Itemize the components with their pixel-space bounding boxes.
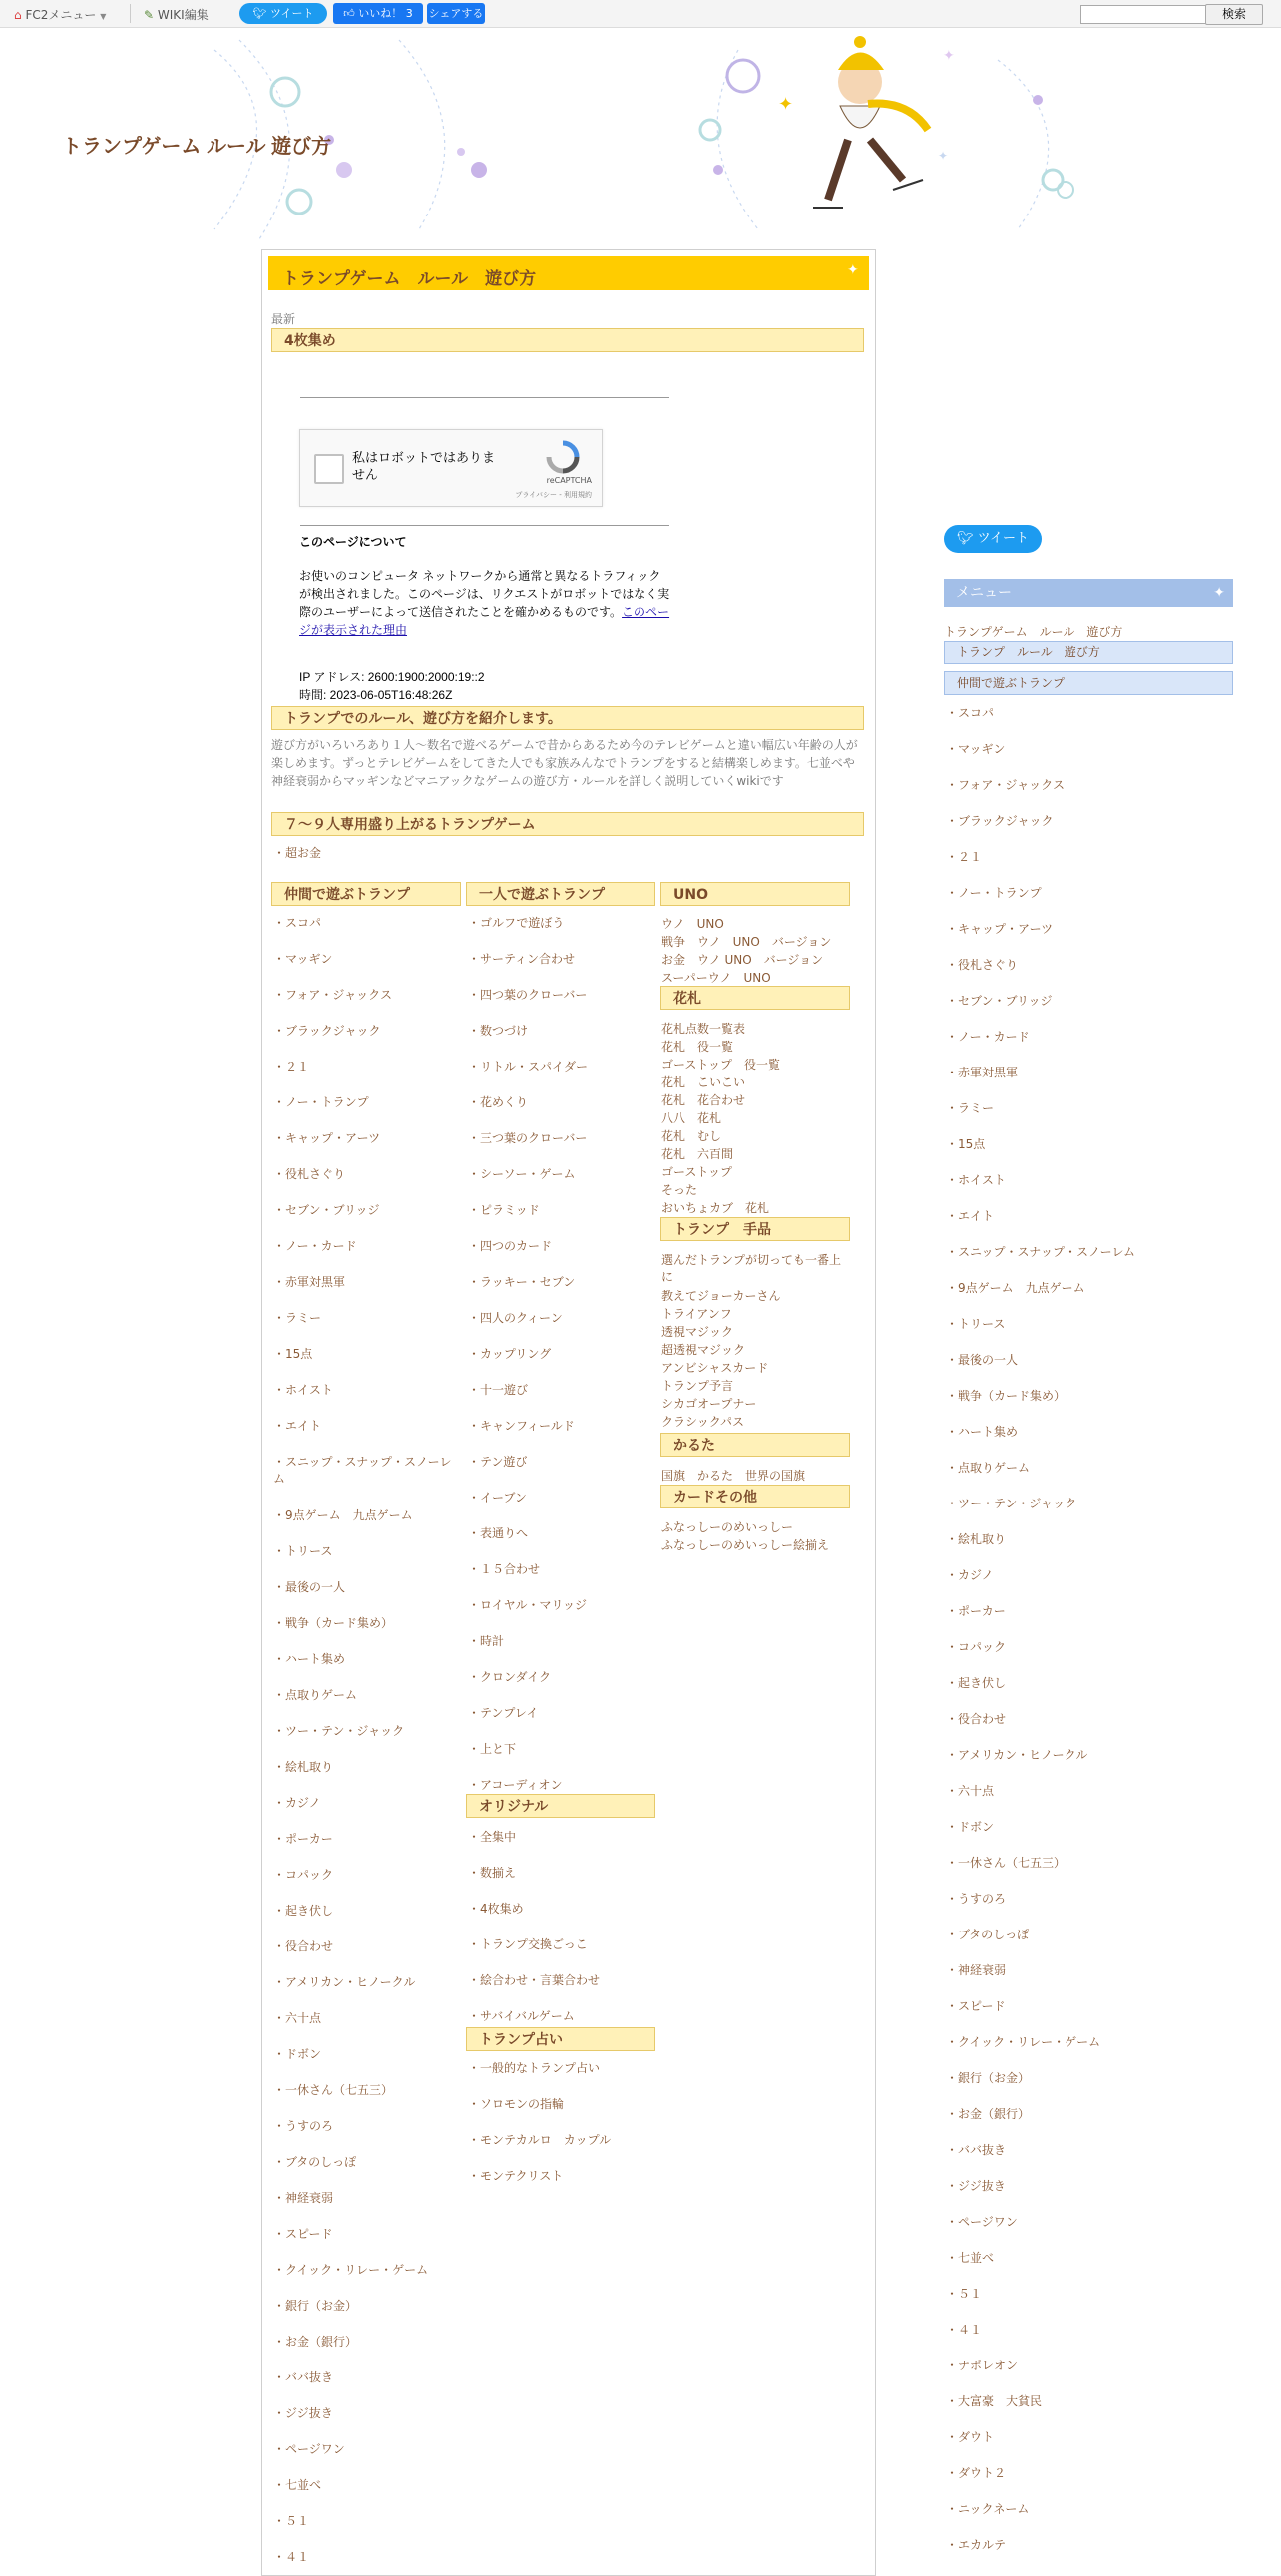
- list-item[interactable]: ・ポーカー: [273, 1832, 333, 1846]
- sidebar-item[interactable]: ・ブラックジャック: [946, 814, 1054, 828]
- list-item[interactable]: ・サバイバルゲーム: [468, 2009, 575, 2023]
- list-item[interactable]: ・一休さん（七五三）: [273, 2083, 394, 2097]
- list-item[interactable]: ・キャンフィールド: [468, 1419, 575, 1433]
- sidebar-section-rules[interactable]: トランプ ルール 遊び方: [944, 641, 1233, 664]
- sidebar-menu-title: メニュー: [956, 585, 1012, 601]
- sidebar-item[interactable]: ・４１: [946, 2323, 983, 2337]
- list-item[interactable]: ・ホイスト: [273, 1383, 333, 1397]
- list-item[interactable]: ・お金（銀行）: [273, 2335, 358, 2349]
- search-input[interactable]: [1080, 5, 1206, 24]
- list-item[interactable]: ・コパック: [273, 1868, 334, 1882]
- list-item[interactable]: ・セブン・ブリッジ: [273, 1203, 380, 1217]
- sparkle-icon: ✦: [1213, 585, 1225, 601]
- list-item[interactable]: ・テンプレイ: [468, 1706, 539, 1720]
- sidebar-tweet-button[interactable]: [944, 525, 1042, 553]
- recaptcha-logo-icon: [546, 440, 580, 474]
- list-item[interactable]: ・マッギン: [273, 952, 333, 966]
- sidebar-item[interactable]: ・ドボン: [946, 1820, 995, 1834]
- list-item[interactable]: ・クロンダイク: [468, 1670, 552, 1684]
- column-heading-friends: 仲間で遊ぶトランプ: [271, 882, 461, 906]
- latest-label: 最新: [271, 312, 296, 326]
- list-item[interactable]: ウノ UNO: [661, 917, 724, 931]
- sidebar-item[interactable]: ・ブタのしっぽ: [946, 1928, 1030, 1941]
- sidebar-item[interactable]: ・銀行（お金）: [946, 2071, 1031, 2085]
- sidebar-tweet-label: ツイート: [977, 531, 1029, 546]
- list-item[interactable]: ・役合わせ: [273, 1939, 334, 1953]
- list-item[interactable]: ・15点: [273, 1347, 313, 1361]
- list-item[interactable]: ・神経衰弱: [273, 2191, 334, 2205]
- sidebar-site-link[interactable]: トランプゲーム ルール 遊び方: [944, 625, 1123, 639]
- chevron-down-icon: ▼: [100, 12, 107, 21]
- list-item[interactable]: ・上と下: [468, 1742, 517, 1756]
- page-title: トランプゲーム ルール 遊び方: [282, 269, 537, 289]
- edit-icon: ✎: [144, 8, 155, 22]
- list-item[interactable]: ・表通りへ: [468, 1526, 529, 1540]
- list-item[interactable]: ・ラミー: [273, 1311, 322, 1325]
- ip-address: IP アドレス: 2600:1900:2000:19::2: [299, 670, 485, 684]
- list-item[interactable]: ・ブタのしっぽ: [273, 2155, 357, 2169]
- sidebar-item[interactable]: ・六十点: [946, 1784, 995, 1798]
- intro-text: 遊び方がいろいろあり１人～数名で遊べるゲームで昔からあるため今のテレビゲームと違い幅広い年齢の人が楽しめます。ずっとテレビゲームをしてきた人でも家族みんなでトランプをすると結構楽しめます。七並べや神経衰弱からマッギンなどマニアックなゲームの遊び方・ルールを詳しく説明していくwikiです: [271, 738, 858, 788]
- list-item[interactable]: ・ツー・テン・ジャック: [273, 1724, 405, 1738]
- sidebar-item[interactable]: ・２１: [946, 850, 983, 864]
- list-item[interactable]: ・スニップ・スナップ・スノーレム: [273, 1455, 452, 1486]
- list-item[interactable]: トライアンフ: [661, 1307, 732, 1321]
- list-item[interactable]: アンビシャスカード: [661, 1361, 769, 1375]
- sidebar-item[interactable]: ・点取りゲーム: [946, 1461, 1031, 1475]
- recaptcha-widget: [299, 429, 603, 507]
- list-item[interactable]: ・最後の一人: [273, 1580, 346, 1594]
- list-item[interactable]: 八八 花札: [661, 1111, 722, 1125]
- divider: [300, 525, 669, 526]
- list-item[interactable]: ・キャップ・アーツ: [273, 1131, 381, 1145]
- tweet-label: ツイート: [270, 7, 314, 20]
- sidebar-item[interactable]: ・起き伏し: [946, 1676, 1007, 1690]
- list-item[interactable]: ・9点ゲーム 九点ゲーム: [273, 1508, 413, 1522]
- column-heading-original: オリジナル: [466, 1794, 655, 1818]
- sidebar-item[interactable]: ・コパック: [946, 1640, 1007, 1654]
- big-group-heading: ７～９人専用盛り上がるトランプゲーム: [271, 812, 864, 836]
- list-item[interactable]: ・ノー・カード: [273, 1239, 357, 1253]
- latest-title: 4枚集め: [271, 328, 864, 352]
- list-item[interactable]: ・ロイヤル・マリッジ: [468, 1598, 588, 1612]
- sidebar-item[interactable]: ・最後の一人: [946, 1353, 1019, 1367]
- list-item[interactable]: 教えてジョーカーさん: [661, 1289, 781, 1303]
- list-item[interactable]: ・カジノ: [273, 1796, 321, 1810]
- list-item[interactable]: ・ゴルフで遊ぼう: [468, 916, 565, 930]
- list-item[interactable]: ・イーブン: [468, 1491, 527, 1504]
- sidebar-item[interactable]: ・ページワン: [946, 2215, 1018, 2229]
- sidebar-item[interactable]: ・ラミー: [946, 1101, 995, 1115]
- list-item[interactable]: ・ババ抜き: [273, 2370, 334, 2384]
- sidebar-item[interactable]: ・神経衰弱: [946, 1963, 1007, 1977]
- list-item[interactable]: トランプ予言: [661, 1379, 734, 1393]
- sidebar-item[interactable]: ・ホイスト: [946, 1173, 1006, 1187]
- list-item[interactable]: ・四つのカード: [468, 1239, 553, 1253]
- thumbs-up-icon: 👍︎: [343, 7, 355, 20]
- sidebar-item[interactable]: ・トリース: [946, 1317, 1006, 1331]
- list-item[interactable]: ・全集中: [468, 1830, 517, 1844]
- list-item[interactable]: ・時計: [468, 1634, 505, 1648]
- list-item[interactable]: ゴーストップ: [661, 1165, 733, 1179]
- list-item[interactable]: ・４１: [273, 2550, 310, 2564]
- sidebar-item[interactable]: ・ナポレオン: [946, 2359, 1019, 2372]
- sidebar-item[interactable]: ・一休さん（七五三）: [946, 1856, 1067, 1870]
- star-icon: ✦: [778, 94, 794, 115]
- list-item[interactable]: ・１５合わせ: [468, 1562, 541, 1576]
- sidebar-item[interactable]: ・カジノ: [946, 1568, 994, 1582]
- sidebar-item[interactable]: ・スニップ・スナップ・スノーレム: [946, 1245, 1135, 1259]
- list-item[interactable]: スーパーウノ UNO: [661, 971, 771, 985]
- list-item[interactable]: ・ラッキー・セブン: [468, 1275, 576, 1289]
- sidebar-item[interactable]: ・エイト: [946, 1209, 995, 1223]
- list-item[interactable]: おいちょカブ 花札: [661, 1201, 770, 1215]
- divider: [130, 4, 131, 23]
- column-heading-cards_other: カードその他: [660, 1485, 850, 1508]
- intro-heading: トランプでのルール、遊び方を紹介します。: [271, 706, 864, 730]
- list-item[interactable]: ・トランプ交換ごっこ: [468, 1937, 588, 1951]
- list-item[interactable]: ・ページワン: [273, 2442, 345, 2456]
- list-item[interactable]: ふなっしーのめいっしー: [661, 1520, 794, 1534]
- sidebar-item[interactable]: ・マッギン: [946, 742, 1006, 756]
- about-title: このページについて: [299, 535, 407, 549]
- list-item[interactable]: ・三つ葉のクローバー: [468, 1131, 588, 1145]
- sidebar-item[interactable]: ・七並べ: [946, 2251, 995, 2265]
- list-item[interactable]: ・２１: [273, 1060, 310, 1073]
- list-item[interactable]: そった: [661, 1183, 698, 1197]
- search-button[interactable]: 検索: [1205, 4, 1263, 25]
- sidebar-item[interactable]: ・お金（銀行）: [946, 2107, 1031, 2121]
- list-item[interactable]: ・アコーディオン: [468, 1778, 563, 1792]
- sidebar-item[interactable]: ・15点: [946, 1137, 986, 1151]
- sidebar-item[interactable]: ・ノー・トランプ: [946, 886, 1042, 900]
- list-item[interactable]: 戦争 ウノ UNO バージョン: [661, 935, 832, 949]
- list-item[interactable]: ・リトル・スパイダー: [468, 1060, 589, 1073]
- sidebar-item[interactable]: ・役札さぐり: [946, 958, 1019, 972]
- sidebar-item[interactable]: ・セブン・ブリッジ: [946, 994, 1053, 1008]
- list-item[interactable]: ・モンテカルロ カップル: [468, 2133, 612, 2147]
- sidebar-item[interactable]: ・役合わせ: [946, 1712, 1007, 1726]
- recaptcha-brand: reCAPTCHA: [546, 476, 592, 485]
- list-item[interactable]: クラシックパス: [661, 1415, 745, 1429]
- list-item[interactable]: 選んだトランプが切っても一番上に: [661, 1253, 842, 1284]
- list-item[interactable]: 透視マジック: [661, 1325, 734, 1339]
- list-item[interactable]: ・六十点: [273, 2011, 322, 2025]
- list-item[interactable]: ・絵札取り: [273, 1760, 334, 1774]
- svg-text:✦: ✦: [938, 149, 949, 163]
- list-item[interactable]: ・七並べ: [273, 2478, 322, 2492]
- list-item[interactable]: ・四人のクィーン: [468, 1311, 563, 1325]
- list-item[interactable]: 花札 役一覧: [661, 1040, 734, 1054]
- list-item[interactable]: ・エイト: [273, 1419, 322, 1433]
- sidebar-item[interactable]: ・ニックネーム: [946, 2502, 1030, 2516]
- list-item[interactable]: 国旗 かるた 世界の国旗: [661, 1469, 806, 1483]
- list-item[interactable]: ・５１: [273, 2514, 310, 2528]
- sidebar-item[interactable]: ・9点ゲーム 九点ゲーム: [946, 1281, 1085, 1295]
- sidebar-item[interactable]: ・うすのろ: [946, 1892, 1007, 1906]
- list-item[interactable]: ・数揃え: [468, 1866, 517, 1880]
- sidebar-item[interactable]: ・クイック・リレー・ゲーム: [946, 2035, 1101, 2049]
- sidebar-item[interactable]: ・キャップ・アーツ: [946, 922, 1054, 936]
- list-item[interactable]: ・一般的なトランプ占い: [468, 2061, 601, 2075]
- sidebar-item[interactable]: ・大富豪 大貧民: [946, 2394, 1043, 2408]
- like-label: いいね！ 3: [358, 7, 413, 20]
- about-text: [299, 567, 670, 639]
- list-item[interactable]: ・起き伏し: [273, 1904, 334, 1918]
- list-item[interactable]: 花札 花合わせ: [661, 1093, 746, 1107]
- list-item[interactable]: ・クイック・リレー・ゲーム: [273, 2263, 429, 2277]
- list-item[interactable]: ・赤軍対黒軍: [273, 1275, 346, 1289]
- list-item[interactable]: ・トリース: [273, 1544, 333, 1558]
- sidebar-item[interactable]: ・５１: [946, 2287, 983, 2301]
- list-item[interactable]: ・シーソー・ゲーム: [468, 1167, 576, 1181]
- list-item[interactable]: ・アメリカン・ヒノークル: [273, 1975, 416, 1989]
- sidebar-item[interactable]: ・フォア・ジャックス: [946, 778, 1066, 792]
- column-heading-uno: UNO: [660, 882, 850, 906]
- list-item[interactable]: ・ブラックジャック: [273, 1024, 381, 1038]
- list-item[interactable]: ・フォア・ジャックス: [273, 988, 393, 1002]
- list-item[interactable]: ・銀行（お金）: [273, 2299, 358, 2313]
- sparkle-icon: ✦: [847, 262, 859, 278]
- list-item[interactable]: ふなっしーのめいっしー絵揃え: [661, 1538, 830, 1552]
- list-item[interactable]: ・スコパ: [273, 916, 322, 930]
- fc2-menu-label: FC2メニュー: [25, 8, 97, 22]
- sidebar-item[interactable]: ・ポーカー: [946, 1604, 1006, 1618]
- list-item[interactable]: ・ドボン: [273, 2047, 322, 2061]
- sidebar-item[interactable]: ・スコパ: [946, 706, 995, 720]
- recaptcha-terms[interactable]: プライバシー - 利用規約: [515, 491, 592, 499]
- list-item[interactable]: お金 ウノ UNO バージョン: [661, 953, 824, 967]
- main-header: [268, 256, 869, 290]
- twitter-bird-icon: 🐦︎: [252, 7, 267, 20]
- list-item[interactable]: ・役札さぐり: [273, 1167, 346, 1181]
- list-item[interactable]: ・ソロモンの指輪: [468, 2097, 565, 2111]
- sidebar-item[interactable]: ・ツー・テン・ジャック: [946, 1497, 1077, 1510]
- about-text-body: お使いのコンピュータ ネットワークから通常と異なるトラフィックが検出されました。このページは、リクエストがロボットではなく実際のユーザーによって送信されたことを確かめるものです。: [299, 569, 670, 619]
- list-item[interactable]: ・戦争（カード集め）: [273, 1616, 394, 1630]
- sidebar-item[interactable]: ・スピード: [946, 1999, 1006, 2013]
- list-item[interactable]: 花札点数一覧表: [661, 1022, 746, 1036]
- sidebar-item[interactable]: ・ダウト: [946, 2430, 995, 2444]
- share-button[interactable]: [427, 3, 485, 24]
- sidebar-item[interactable]: ・エカルテ: [946, 2538, 1007, 2552]
- list-item[interactable]: ・ノー・トランプ: [273, 1095, 369, 1109]
- sidebar-item[interactable]: ・ノー・カード: [946, 1030, 1030, 1044]
- list-item[interactable]: 花札 こいこい: [661, 1075, 746, 1089]
- twitter-bird-icon: 🐦︎: [956, 531, 974, 546]
- list-item[interactable]: 超透視マジック: [661, 1343, 746, 1357]
- svg-text:✦: ✦: [943, 48, 955, 64]
- list-item[interactable]: ・花めくり: [468, 1095, 529, 1109]
- sidebar-menu-header: [944, 579, 1233, 607]
- list-item[interactable]: ・4枚集め: [468, 1902, 524, 1916]
- like-button[interactable]: [333, 3, 423, 24]
- list-item[interactable]: ゴーストップ 役一覧: [661, 1058, 781, 1072]
- sidebar-section-friends[interactable]: 仲間で遊ぶトランプ: [944, 671, 1233, 695]
- big-group-item[interactable]: ・超お金: [273, 846, 322, 860]
- column-heading-solo: 一人で遊ぶトランプ: [466, 882, 655, 906]
- tweet-button[interactable]: [239, 3, 327, 24]
- site-title[interactable]: トランプゲーム ルール 遊び方: [62, 136, 332, 158]
- skater-girl-icon: [813, 36, 928, 208]
- wiki-edit-link[interactable]: [144, 6, 209, 23]
- sidebar-item[interactable]: ・ダウト２: [946, 2466, 1007, 2480]
- list-item[interactable]: ・モンテクリスト: [468, 2169, 564, 2183]
- list-item[interactable]: 花札 六百間: [661, 1147, 734, 1161]
- fc2-menu[interactable]: [14, 6, 106, 23]
- sidebar-item[interactable]: ・ハート集め: [946, 1425, 1019, 1439]
- sidebar-item[interactable]: ・赤軍対黒軍: [946, 1066, 1019, 1079]
- column-heading-hanafuda: 花札: [660, 986, 850, 1010]
- wiki-edit-label: WIKI編集: [157, 8, 209, 22]
- share-label: シェアする: [428, 7, 484, 20]
- column-heading-magic: トランプ 手品: [660, 1217, 850, 1241]
- list-item[interactable]: ・うすのろ: [273, 2119, 334, 2133]
- divider: [300, 397, 669, 398]
- recaptcha-label: 私はロボットではありません: [352, 451, 496, 483]
- list-item[interactable]: ・点取りゲーム: [273, 1688, 358, 1702]
- sidebar-item[interactable]: ・絵札取り: [946, 1532, 1007, 1546]
- list-item[interactable]: ・絵合わせ・言葉合わせ: [468, 1973, 601, 1987]
- column-heading-fortune: トランプ占い: [466, 2027, 655, 2051]
- list-item[interactable]: ・ハート集め: [273, 1652, 346, 1666]
- sidebar-item[interactable]: ・ババ抜き: [946, 2143, 1007, 2157]
- sidebar-item[interactable]: ・戦争（カード集め）: [946, 1389, 1067, 1403]
- home-icon: ⌂: [14, 8, 22, 22]
- list-item[interactable]: 花札 むし: [661, 1129, 722, 1143]
- timestamp: 時間: 2023-06-05T16:48:26Z: [299, 688, 453, 702]
- list-item[interactable]: ・ジジ抜き: [273, 2406, 333, 2420]
- list-item[interactable]: ・テン遊び: [468, 1455, 528, 1469]
- list-item[interactable]: ・数つづけ: [468, 1024, 529, 1038]
- list-item[interactable]: ・サーティン合わせ: [468, 952, 576, 966]
- sidebar-item[interactable]: ・ジジ抜き: [946, 2179, 1006, 2193]
- list-item[interactable]: ・カップリング: [468, 1347, 552, 1361]
- list-item[interactable]: ・ピラミッド: [468, 1203, 540, 1217]
- list-item[interactable]: ・スピード: [273, 2227, 333, 2241]
- sidebar-item[interactable]: ・アメリカン・ヒノークル: [946, 1748, 1088, 1762]
- list-item[interactable]: ・四つ葉のクローバー: [468, 988, 588, 1002]
- top-bar: [0, 0, 1281, 28]
- recaptcha-checkbox[interactable]: [314, 454, 344, 484]
- column-heading-karuta: かるた: [660, 1433, 850, 1457]
- list-item[interactable]: ・十一遊び: [468, 1383, 529, 1397]
- about-reason-link[interactable]: このページが表示された理由: [299, 605, 670, 637]
- list-item[interactable]: シカゴオープナー: [661, 1397, 757, 1411]
